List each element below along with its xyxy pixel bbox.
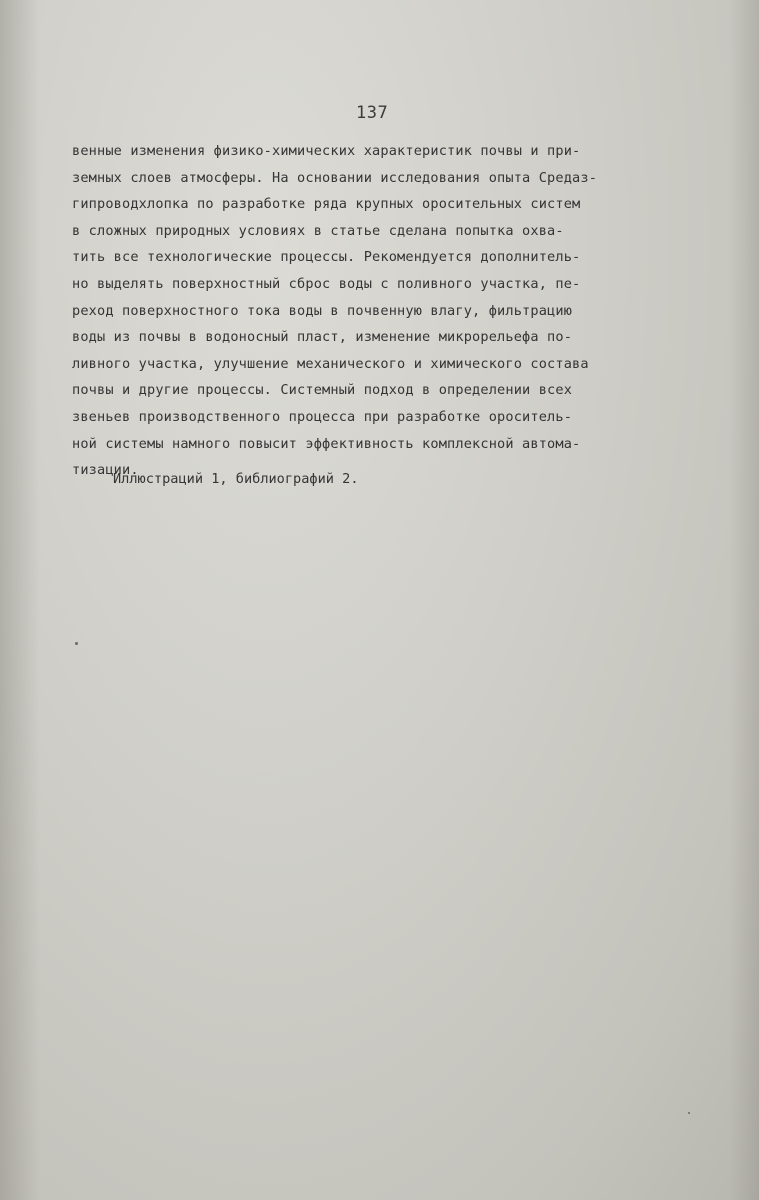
text-line: земных слоев атмосферы. На основании исследования опыта Средаз-: [72, 169, 598, 186]
text-line: воды из почвы в водоносный пласт, изменение микрорельефа по-: [72, 329, 573, 346]
text-line: тизации.: [72, 462, 139, 479]
illustrations-note: Иллюстраций 1, библиографий 2.: [113, 471, 359, 487]
text-line: но выделять поверхностный сброс воды с поливного участка, пе-: [72, 275, 581, 292]
page-edge-shadow-left: [0, 0, 40, 1200]
paper-speck: [688, 1112, 690, 1114]
text-line: звеньев производственного процесса при разработке ороситель-: [72, 408, 573, 425]
paper-speck: [75, 642, 78, 645]
text-line: гипроводхлопка по разработке ряда крупных оросительных систем: [72, 196, 581, 213]
page-edge-shadow-right: [729, 0, 759, 1200]
page-number: 137: [356, 103, 389, 123]
body-text: [72, 138, 692, 484]
text-line: ливного участка, улучшение механического и химического состава: [72, 355, 589, 372]
text-line: почвы и другие процессы. Системный подход в определении всех: [72, 382, 573, 399]
text-line: в сложных природных условиях в статье сделана попытка охва-: [72, 222, 564, 239]
text-line: венные изменения физико-химических характеристик почвы и при-: [72, 143, 581, 159]
text-line: реход поверхностного тока воды в почвенную влагу, фильтрацию: [72, 302, 573, 319]
text-line: ной системы намного повысит эффективность комплексной автома-: [72, 435, 581, 452]
text-line: тить все технологические процессы. Рекомендуется дополнитель-: [72, 249, 581, 266]
